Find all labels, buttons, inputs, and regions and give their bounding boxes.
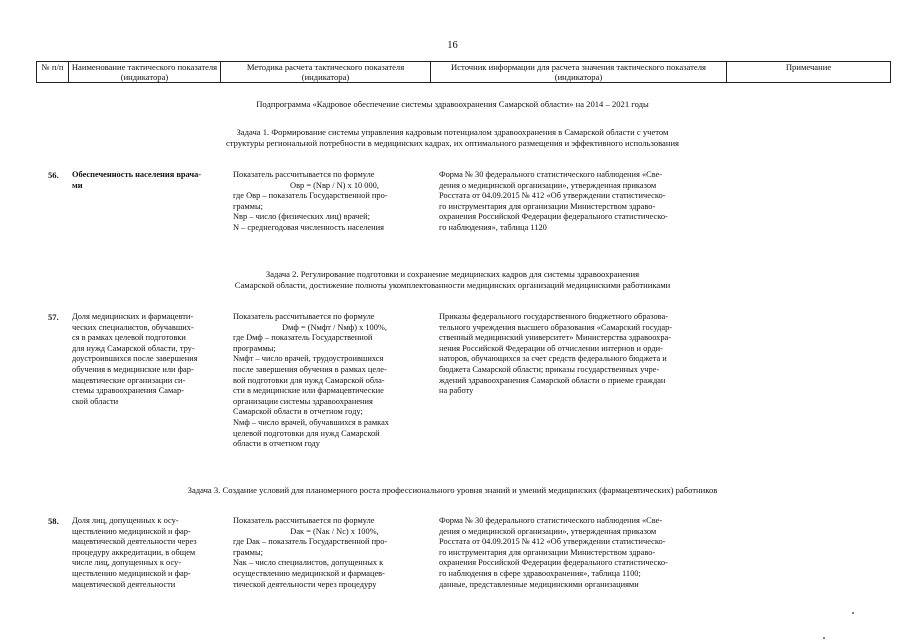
method-line: Показатель рассчитывается по формуле: [233, 312, 375, 321]
name-line: мацевтические организации си-: [72, 375, 186, 385]
method-line: целевой подготовки для нужд Самарской: [233, 428, 380, 438]
source-line: го наблюдения», таблица 1120: [439, 222, 547, 232]
name-line: мацевтической деятельности: [72, 579, 176, 589]
name-line: ской области: [72, 396, 119, 406]
method-line: программы;: [233, 343, 276, 353]
formula: Dак = (Nак / Nс) х 100%,: [290, 526, 379, 536]
source-line: го инструментария для организации Министерством здраво-: [439, 201, 656, 211]
source-line: наторов, обучающихся за счет средств федерального бюджета и: [439, 354, 667, 364]
method-line: граммы;: [233, 201, 263, 211]
indicator-name: [72, 516, 227, 590]
method-line: Nак – число специалистов, допущенных к: [233, 558, 384, 568]
task-3-line-1: Задача 3. Создание условий для планомерного роста профессионального уровня знаний и умений медицинских (фармацевтических) работников: [187, 485, 718, 495]
source-line: го наблюдения в сфере здравоохранения», таблица 1100;: [439, 568, 641, 578]
method-line: граммы;: [233, 547, 263, 557]
method-line: вой подготовки для нужд Самарской обла-: [233, 375, 385, 385]
method-line: после завершения обучения в рамках целе-: [233, 364, 387, 374]
name-line: ществлению медицинской и фар-: [72, 568, 191, 578]
source-line: дения о медицинской организации», утвержденная приказом: [439, 526, 657, 536]
method-line: осуществлению медицинской и фармацев-: [233, 568, 385, 578]
source-line: Форма № 30 федерального статистического наблюдения «Све-: [439, 170, 663, 179]
source-line: тельного учреждения высшего образования «Самарский государ-: [439, 322, 673, 332]
header-information-source: Источник информации для расчета значения тактического показателя (индикатора): [431, 62, 727, 83]
header-note: Примечание: [727, 62, 891, 83]
method-line: Показатель рассчитывается по формуле: [233, 516, 375, 525]
source-line: нения Российской Федерации об отчислении интернов и орди-: [439, 343, 663, 353]
method-line: сти в медицинские или фармацевтические: [233, 386, 384, 396]
method-line: Nмфт – число врачей, трудоустроившихся: [233, 354, 384, 364]
source-line: охранения Российской Федерации федерального статистическо-: [439, 212, 668, 222]
method-line: Nмф – число врачей, обучавшихся в рамках: [233, 417, 389, 427]
source-line: охранения Российской Федерации федерального статистическо-: [439, 558, 668, 568]
method-line: Самарской области в отчетном году;: [233, 407, 363, 417]
information-source: [439, 516, 735, 590]
method-line: где Dмф – показатель Государственной: [233, 333, 373, 343]
method-line: N – среднегодовая численность населения: [233, 222, 384, 232]
name-line: для нужд Самарской области, тру-: [72, 343, 195, 353]
name-line: ческих специалистов, обучавших-: [72, 322, 194, 332]
name-line: мацевтической деятельности через: [72, 537, 197, 547]
method-line: организации системы здравоохранения: [233, 396, 373, 406]
source-line: Росстата от 04.09.2015 № 412 «Об утверждении статистическо-: [439, 537, 666, 547]
subprogram-title: Подпрограмма «Кадровое обеспечение системы здравоохранения Самарской области» на 2014 – 2021 годы: [256, 99, 649, 109]
row-number: 57.: [48, 312, 59, 322]
task-1-line-1: Задача 1. Формирование системы управления кадровым потенциалом здравоохранения в Самарской области с учетом: [236, 127, 669, 137]
name-line: Доля лиц, допущенных к осу-: [72, 516, 179, 525]
name-line: ми: [72, 180, 83, 190]
task-2-line-1: Задача 2. Регулирование подготовки и сохранение медицинских кадров для системы здравоохранения: [265, 269, 640, 279]
source-line: на работу: [439, 386, 474, 396]
method-line: Nвр – число (физических лиц) врачей;: [233, 212, 370, 222]
name-line: числе лиц, допущенных к осу-: [72, 558, 182, 568]
calculation-method: [233, 516, 436, 590]
method-line: области в отчетном году: [233, 439, 320, 449]
source-line: Форма № 30 федерального статистического наблюдения «Све-: [439, 516, 663, 525]
method-line: где Овр – показатель Государственной про-: [233, 191, 388, 201]
source-line: дения о медицинской организации», утвержденная приказом: [439, 180, 657, 190]
header-calculation-method: Методика расчета тактического показателя (индикатора): [221, 62, 431, 83]
name-line: ществлению медицинской и фар-: [72, 526, 191, 536]
method-line: Показатель рассчитывается по формуле: [233, 170, 375, 179]
indicator-name: [72, 170, 227, 191]
row-number: 58.: [48, 516, 59, 526]
name-line: обучения в медицинские или фар-: [72, 364, 194, 374]
method-line: где Dак – показатель Государственной про-: [233, 537, 388, 547]
information-source: [439, 312, 735, 397]
task-2-line-2: Самарской области, достижение полноты укомплектованности медицинских организаций медицинскими работниками: [234, 280, 671, 290]
name-line: Обеспеченность населения врача-: [72, 170, 202, 179]
formula: Овр = (Nвр / N) х 10 000,: [290, 180, 379, 190]
source-line: ственный медицинский университет» Министерства здравоохра-: [439, 333, 672, 343]
scan-speck: [823, 637, 825, 639]
source-line: бюджета Самарской области; приказы государственных учре-: [439, 364, 660, 374]
calculation-method: [233, 170, 436, 234]
method-line: тической деятельности через процедуру: [233, 579, 377, 589]
information-source: [439, 170, 735, 234]
row-number: 56.: [48, 170, 59, 180]
source-line: Росстата от 04.09.2015 № 412 «Об утверждении статистическо-: [439, 191, 666, 201]
source-line: Приказы федерального государственного бюджетного образова-: [439, 312, 669, 321]
source-line: ждений здравоохранения Самарской области о приеме граждан: [439, 375, 666, 385]
formula: Dмф = (Nмфт / Nмф) х 100%,: [282, 322, 387, 332]
task-1-line-2: структуры региональной потребности в медицинских кадрах, их оптимального размещения и эффективного использования: [225, 138, 680, 148]
table-header: [36, 61, 891, 83]
name-line: доустроившихся после завершения: [72, 354, 198, 364]
indicator-name: [72, 312, 227, 407]
header-number: № п/п: [37, 62, 69, 83]
source-line: данные, представленные медицинскими организациями: [439, 579, 639, 589]
name-line: ся в рамках целевой подготовки: [72, 333, 186, 343]
source-line: го инструментария для организации Министерством здраво-: [439, 547, 656, 557]
scan-speck: [852, 612, 854, 614]
header-indicator-name: Наименование тактического показателя (индикатора): [69, 62, 221, 83]
calculation-method: [233, 312, 436, 450]
name-line: Доля медицинских и фармацевти-: [72, 312, 194, 321]
page-number: 16: [447, 40, 458, 51]
name-line: стемы здравоохранения Самар-: [72, 386, 184, 396]
name-line: процедуру аккредитации, в общем: [72, 547, 196, 557]
